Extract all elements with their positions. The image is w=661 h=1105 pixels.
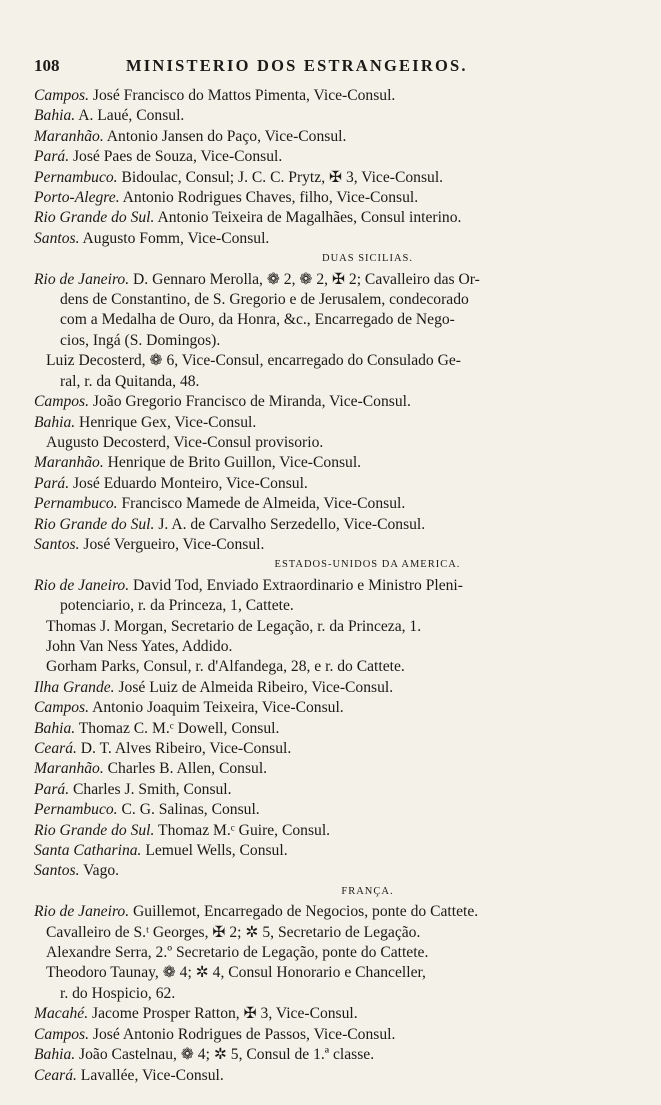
listing-entry [34, 86, 611, 106]
listing-subentry: Augusto Decosterd, Vice-Consul provisorio. [46, 433, 324, 451]
place-name: Maranhão. [34, 454, 104, 472]
listing-entry [34, 474, 611, 494]
entry-text: D. Gennaro Merolla, ❁ 2, ❁ 2, ✠ 2; Cavalleiro das Or- [129, 270, 480, 288]
listing-entry [34, 168, 611, 188]
entry-text: Lavallée, Vice-Consul. [76, 1066, 224, 1084]
listing-entry [34, 1045, 611, 1065]
entry-text: Antonio Jansen do Paço, Vice-Consul. [103, 127, 347, 145]
listing-entry [34, 821, 611, 841]
place-name: Pernambuco. [34, 495, 118, 513]
place-name: Bahia. [34, 107, 76, 125]
place-name: Bahia. [34, 413, 76, 431]
place-name: Maranhão. [34, 760, 104, 778]
entry-text: José Luiz de Almeida Ribeiro, Vice-Consul. [114, 678, 394, 696]
listing-subentry: Alexandre Serra, 2.º Secretario de Legação, ponte do Cattete. [46, 944, 429, 962]
continuation-line: ral, r. da Quitanda, 48. [60, 372, 200, 390]
entry-text: C. G. Salinas, Consul. [117, 801, 260, 819]
running-title: MINISTERIO DOS ESTRANGEIROS. [126, 56, 468, 75]
entry-text: Vago. [79, 862, 120, 880]
entry-text: D. T. Alves Ribeiro, Vice-Consul. [76, 740, 292, 757]
place-name: Santos. [34, 229, 80, 247]
listing-entry [34, 188, 611, 208]
place-name: Pará. [34, 148, 70, 166]
entry-text: Bidoulac, Consul; J. C. C. Prytz, ✠ 3, Vice-Consul. [117, 168, 444, 186]
listing-entry [34, 902, 611, 922]
listing-entry [34, 739, 611, 759]
listing-entry [34, 841, 611, 861]
listing-entry [34, 678, 611, 698]
listing-entry [34, 800, 611, 820]
listing-entry [34, 1066, 611, 1086]
entry-text: Antonio Joaquim Teixeira, Vice-Consul. [89, 699, 344, 717]
entry-text: Thomaz C. M.ᶜ Dowell, Consul. [75, 719, 280, 737]
continuation-line: com a Medalha de Ouro, da Honra, &c., Encarregado de Nego- [60, 311, 455, 329]
place-name: Rio Grande do Sul. [34, 821, 155, 839]
place-name: Pernambuco. [34, 801, 118, 819]
listing-entry [34, 759, 611, 779]
listing-subentry: Thomas J. Morgan, Secretario de Legação, r. da Princeza, 1. [46, 617, 422, 635]
place-name: Campos. [34, 87, 90, 104]
place-name: Rio de Janeiro. [34, 903, 130, 921]
place-name: Santos. [34, 535, 80, 553]
continuation-line: potenciario, r. da Princeza, 1, Cattete. [60, 597, 294, 615]
listing-subentry: Luiz Decosterd, ❁ 6, Vice-Consul, encarregado do Consulado Ge- [46, 352, 461, 370]
place-name: Santos. [34, 862, 80, 880]
section-heading: ESTADOS-UNIDOS DA AMERICA. [274, 559, 461, 571]
entry-text: Charles B. Allen, Consul. [103, 760, 268, 778]
entry-text: Charles J. Smith, Consul. [69, 780, 232, 798]
entry-text: João Castelnau, ❁ 4; ✲ 5, Consul de 1.ª classe. [75, 1046, 375, 1064]
listing-entry [34, 229, 611, 249]
section-heading: DUAS SICILIAS. [321, 253, 413, 265]
place-name: Pará. [34, 474, 70, 492]
listing-entry [34, 698, 611, 718]
listing-entry [34, 576, 611, 596]
listing-entry [34, 780, 611, 800]
entry-text: Henrique de Brito Guillon, Vice-Consul. [103, 454, 362, 472]
place-name: Campos. [34, 393, 90, 411]
listing-subentry: Theodoro Taunay, ❁ 4; ✲ 4, Consul Honorario e Chanceller, [46, 964, 426, 982]
place-name: Santa Catharina. [34, 842, 142, 860]
place-name: Macahé. [34, 1005, 89, 1023]
entry-text: João Gregorio Francisco de Miranda, Vice-Consul. [89, 393, 411, 411]
place-name: Rio de Janeiro. [34, 576, 130, 594]
place-name: Rio de Janeiro. [34, 270, 130, 288]
listing-subentry: Cavalleiro de S.ᵗ Georges, ✠ 2; ✲ 5, Secretario de Legação. [46, 923, 421, 941]
place-name: Rio Grande do Sul. [34, 515, 155, 533]
listing-entry [34, 270, 611, 290]
entry-text: José Eduardo Monteiro, Vice-Consul. [69, 474, 308, 492]
entry-text: A. Laué, Consul. [75, 107, 185, 125]
listing-entry [34, 106, 611, 126]
listing-subentry: John Van Ness Yates, Addido. [46, 637, 233, 655]
continuation-line: r. do Hospicio, 62. [60, 984, 176, 1002]
listing-entry [34, 208, 611, 228]
entry-text: Lemuel Wells, Consul. [141, 842, 288, 860]
entry-text: José Paes de Souza, Vice-Consul. [69, 148, 283, 166]
continuation-line: dens de Constantino, de S. Gregorio e de Jerusalem, condecorado [60, 291, 469, 309]
entry-text: José Vergueiro, Vice-Consul. [79, 535, 265, 553]
listing-entry [34, 515, 611, 535]
listing-entry [34, 453, 611, 473]
listing-entry [34, 1004, 611, 1024]
page-number: 108 [34, 56, 60, 75]
entry-text: Thomaz M.ᶜ Guire, Consul. [154, 821, 331, 839]
place-name: Ceará. [34, 1066, 77, 1084]
place-name: Maranhão. [34, 127, 104, 145]
entry-text: Francisco Mamede de Almeida, Vice-Consul. [117, 495, 406, 513]
entry-text: David Tod, Enviado Extraordinario e Ministro Pleni- [129, 576, 463, 594]
place-name: Pernambuco. [34, 168, 118, 186]
place-name: Ilha Grande. [34, 678, 115, 696]
listing-entry [34, 127, 611, 147]
listing-entry [34, 719, 611, 739]
listing-entry [34, 413, 611, 433]
listing-entry [34, 392, 611, 412]
listing-entry [34, 861, 611, 881]
section-heading: FRANÇA. [341, 885, 394, 897]
place-name: Bahia. [34, 719, 76, 737]
place-name: Bahia. [34, 1046, 76, 1064]
place-name: Ceará. [34, 740, 77, 757]
entry-text: Antonio Teixeira de Magalhães, Consul interino. [154, 209, 462, 227]
listing-entry [34, 147, 611, 167]
consular-listing [34, 86, 611, 1086]
place-name: Campos. [34, 699, 90, 717]
listing-entry [34, 494, 611, 514]
place-name: Pará. [34, 780, 70, 798]
entry-text: José Antonio Rodrigues de Passos, Vice-Consul. [89, 1025, 396, 1043]
place-name: Campos. [34, 1025, 90, 1043]
entry-text: Jacome Prosper Ratton, ✠ 3, Vice-Consul. [88, 1005, 358, 1023]
place-name: Porto-Alegre. [34, 189, 120, 207]
place-name: Rio Grande do Sul. [34, 209, 155, 227]
entry-text: Guillemot, Encarregado de Negocios, ponte do Cattete. [129, 903, 479, 921]
listing-subentry: Gorham Parks, Consul, r. d'Alfandega, 28, e r. do Cattete. [46, 658, 405, 676]
listing-entry [34, 535, 611, 555]
entry-text: Antonio Rodrigues Chaves, filho, Vice-Consul. [119, 189, 419, 207]
entry-text: José Francisco do Mattos Pimenta, Vice-Consul. [89, 87, 396, 104]
running-head [34, 56, 611, 86]
entry-text: J. A. de Carvalho Serzedello, Vice-Consul. [154, 515, 426, 533]
entry-text: Henrique Gex, Vice-Consul. [75, 413, 257, 431]
continuation-line: cios, Ingá (S. Domingos). [60, 331, 221, 349]
entry-text: Augusto Fomm, Vice-Consul. [79, 229, 270, 247]
listing-entry [34, 1025, 611, 1045]
